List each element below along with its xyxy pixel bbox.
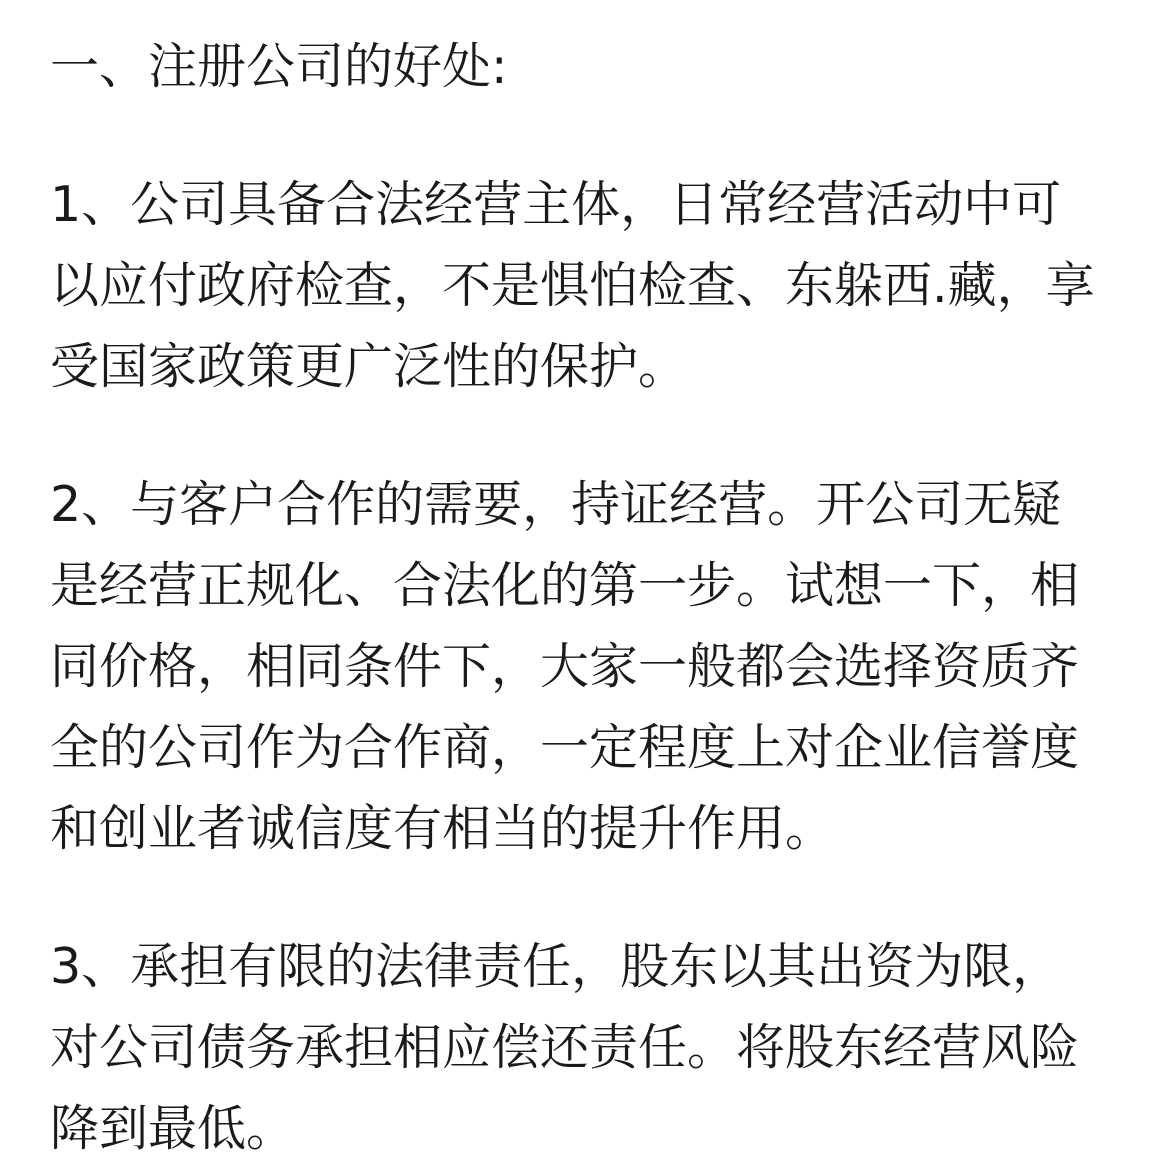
benefit-paragraph-1: 1、公司具备合法经营主体，日常经营活动中可以应付政府检查，不是惧怕检查、东躲西.藏，享受国家政策更广泛性的保护。: [50, 176, 1095, 395]
article-body: [50, 26, 1106, 1169]
benefit-paragraph-3: 3、承担有限的法律责任，股东以其出资为限，对公司债务承担相应偿还责任。将股东经营风险降到最低。: [50, 938, 1080, 1157]
section-heading: 一、注册公司的好处:: [50, 38, 508, 95]
benefit-paragraph-2: 2、与客户合作的需要，持证经营。开公司无疑是经营正规化、合法化的第一步。试想一下，相同价格，相同条件下，大家一般都会选择资质齐全的公司作为合作商，一定程度上对企业信誉度和创业者诚信度有相当的提升作用。: [50, 476, 1080, 857]
